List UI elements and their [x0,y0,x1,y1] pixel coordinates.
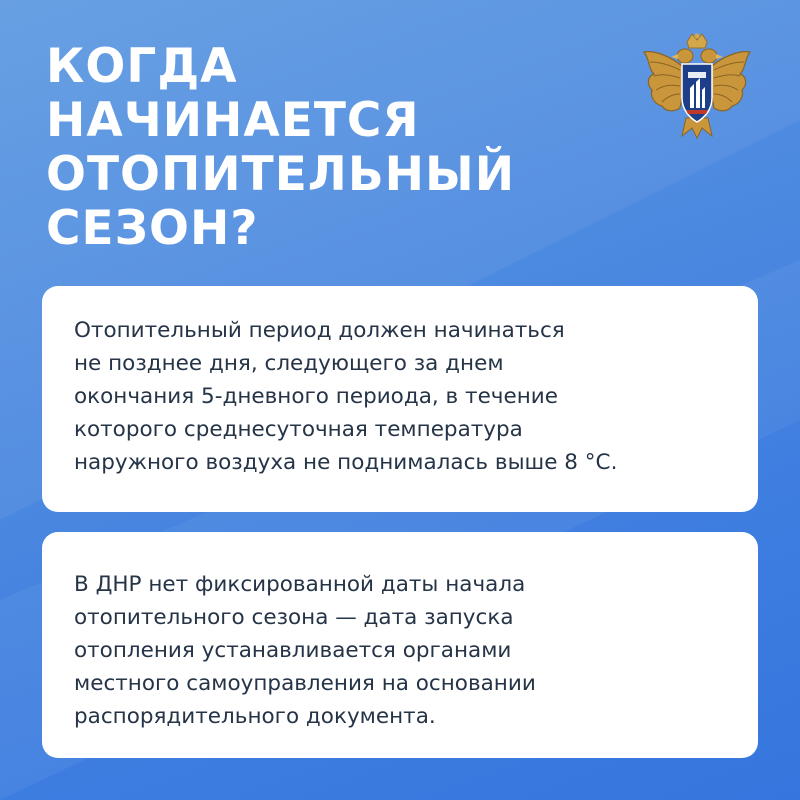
text-line: местного самоуправления на основании [74,671,536,696]
title-line: КОГДА [46,39,238,94]
text-line: отопления устанавливается органами [74,638,512,663]
text-line: отопительного сезона — дата запуска [74,605,514,630]
text-line: Отопительный период должен начинаться [74,318,565,343]
info-card-heating-period [42,286,758,512]
info-card-text [74,568,734,733]
text-line: наружного воздуха не поднималась выше 8 °С. [74,450,618,475]
title-line: НАЧИНАЕТСЯ [46,93,420,148]
info-card-dnr-date [42,532,758,758]
info-card-text [74,314,734,479]
text-line: распорядительного документа. [74,704,436,729]
text-line: окончания 5-дневного периода, в течение [74,384,558,409]
text-line: которого среднесуточная температура [74,417,523,442]
page-title [46,40,515,256]
title-line: ОТОПИТЕЛЬНЫЙ [46,147,516,202]
coat-of-arms-eagle-icon [640,32,754,142]
text-line: не позднее дня, следующего за днем [74,351,504,376]
text-line: В ДНР нет фиксированной даты начала [74,572,526,597]
title-line: СЕЗОН? [46,201,259,256]
